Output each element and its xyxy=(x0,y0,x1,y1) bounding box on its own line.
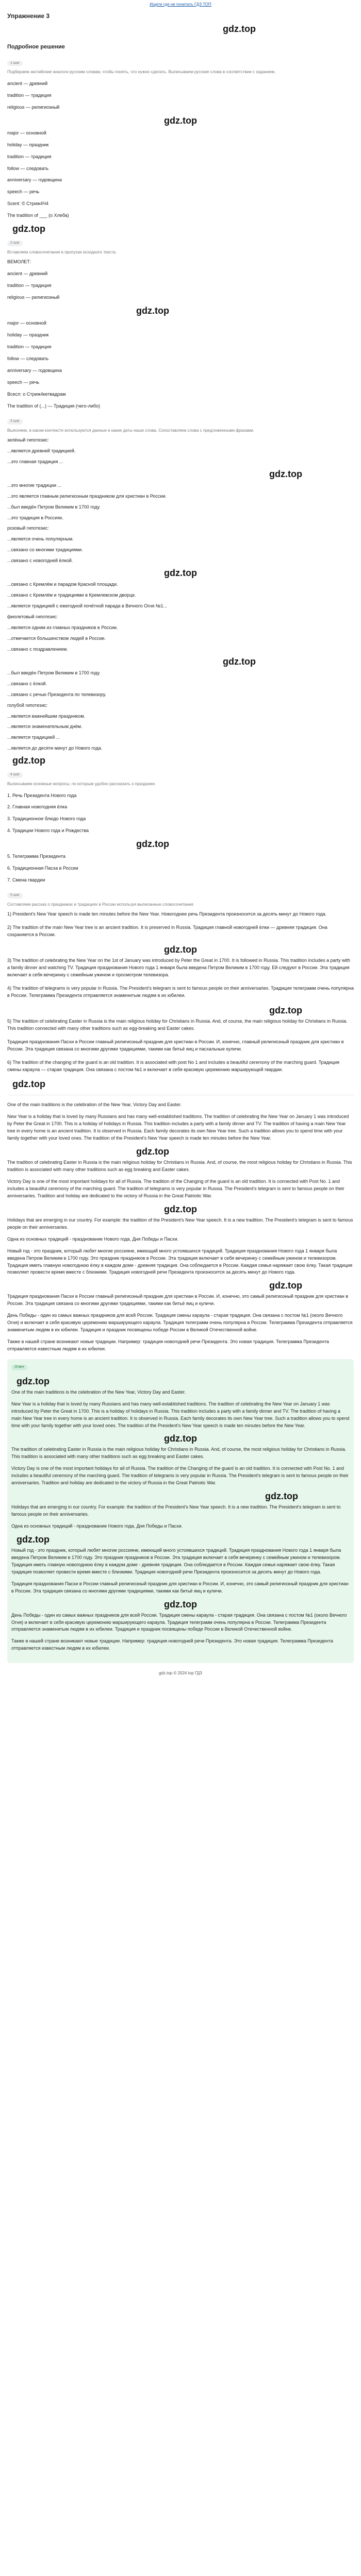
essay-paragraph: Одна из основных традиций - празднование Нового года, Дня Победы и Пасхи. xyxy=(7,1236,179,1242)
watermark: gdz.top xyxy=(164,1599,197,1609)
story-paragraph: 4) The tradition of telegrams is very popular in Russia. The President's telegram is sent to famous people on their anniversaries. Традиция телеграмм очень популярна в России. Телеграмма Президента отправляется знаменитым людям в их юбилеи. xyxy=(7,985,354,998)
group-line: ...является знаменательным днём. xyxy=(7,724,83,730)
word-pair: tradition — традиция xyxy=(7,154,52,159)
story-paragraph: 2) The tradition of the main New Year tree is an ancient tradition. It is preserved in Russia. Традиция главной новогодней ёлки — древняя традиция. Она сохраняется в России. xyxy=(7,925,327,938)
group-heading: фиолетовый гипотезис: xyxy=(7,614,58,620)
watermark: gdz.top xyxy=(269,1005,302,1015)
watermark: gdz.top xyxy=(164,1433,197,1444)
step-note: Вставляем словосочетания в пропуски исходного текста. xyxy=(7,250,117,255)
group-line: ...это традиция в Россиях. xyxy=(7,515,64,520)
group-line: ...является древней традицией. xyxy=(7,448,76,453)
group-line: ...это является главным религиозным праздником для христиан в России. xyxy=(7,493,167,499)
watermark: gdz.top xyxy=(269,1280,302,1291)
step-line: religious — религиозный xyxy=(7,295,60,300)
promo-bar xyxy=(0,0,361,9)
group-line: ...является важнейшим праздником. xyxy=(7,713,86,719)
word-pairs xyxy=(7,80,354,219)
word-pair: follow — следовать xyxy=(7,165,49,171)
content xyxy=(0,9,361,1666)
word-pair: religious — религиозный xyxy=(7,104,60,110)
word-pair: Scent: © Стриж4Ч4 xyxy=(7,201,48,207)
word-pair: major — основной xyxy=(7,130,46,135)
group-line: ...связано с поздравлением. xyxy=(7,646,68,652)
essay-paragraph: Новый год - это праздник, который любят многие россияне, имеющий много устоявшихся традиций. Традиция празднования Нового года 1 января была введена Петром Великим в 1700 году. Это праздник праздников в России. Эта традиция включает в себя вечеринку с семейным ужином и телевизором. Традиция иметь главную новогоднюю ёлку в каждом доме - древняя традиция. Она соблюдается в России. Каждая семья наряжает свою ёлку. Такая традиция позволяет провести время вместе с близкими. Традиция новогодней речи Президента произносится за десять минут до Нового года. xyxy=(7,1248,353,1275)
group-heading: зелёный гипотезис: xyxy=(7,437,49,443)
watermark: gdz.top xyxy=(12,1079,45,1090)
watermark: gdz.top xyxy=(269,468,302,479)
step-line: major — основной xyxy=(7,320,46,326)
essay-paragraph: Victory Day is one of the most important holidays for all of Russia. The tradition of the Changing of the guard is an old tradition. It is connected with Post No. 1 and includes a beautiful ceremony of the marching guard. The tradition of telegrams is very popular in Russia. The President's telegram is sent to famous people on their anniversaries. Tradition and holiday are dedicated to the victory of Russia in the Great Patriotic War. xyxy=(7,1179,344,1198)
topic-item: 1. Речь Президента Нового года xyxy=(7,792,77,798)
step-badge: 1 шаг xyxy=(7,61,23,66)
watermark: gdz.top xyxy=(164,1204,197,1214)
story-paragraph: 6) The tradition of the changing of the guard is an old tradition. It is associated with post No 1 and includes a beautiful ceremony of the marching guard. Традиция смены караула — старая традиция. Она связана с постом №1 и включает в себя красивую церемонию марширующей гвардии. xyxy=(7,1059,340,1072)
promo-link[interactable]: Ищете где не почитать ГДЗ ТОП xyxy=(150,2,211,7)
footer xyxy=(0,1666,361,1680)
step-badge: 3 шаг xyxy=(7,419,23,425)
answer-paragraph: Традиция празднования Пасхи в России главный религиозный праздник для христиан в России. И, конечно, это самый религиозный праздник для христиан в России. Эта традиция связана со многими другими традициями, такими как битьё яиц и куличи. xyxy=(11,1581,349,1594)
group-line: ...был введён Петром Великим в 1700 году. xyxy=(7,670,101,675)
step-1 xyxy=(7,57,354,220)
group-line: ...связано с ёлкой. xyxy=(7,681,47,686)
step-badge: 5 шаг xyxy=(7,893,23,899)
group-line: ...отмечается большинством людей в России. xyxy=(7,635,106,641)
answer-paragraph: The tradition of celebrating Easter in Russia is the main religious holiday for Christians in Russia. And, of course, the most religious holiday for Christians in Russia. This tradition is associated with many other traditions such as egg breaking and Easter cakes. xyxy=(11,1447,347,1460)
group-line: ...является традицией с ежегодной почётной парада в Вечного Огня №1... xyxy=(7,603,168,609)
essay-paragraph: The tradition of celebrating Easter in Russia is the main religious holiday for Christians in Russia. And, of course, the most religious holiday for Christians in Russia. This tradition is associated with many other traditions such as egg breaking and Easter cakes. xyxy=(7,1160,352,1173)
answer-paragraph: Одна из основных традиций - празднование Нового года, Дня Победы и Пасхи. xyxy=(11,1523,183,1529)
topic-item: 5. Телеграмма Президента xyxy=(7,854,65,859)
topic-item: 2. Главная новогодняя ёлка xyxy=(7,804,68,810)
topic-item: 7. Смена гвардии xyxy=(7,877,45,883)
answer-paragraph: День Победы - один из самых важных праздников для всей России. Традиция смены караула - старая традиция. Она связана с постом №1 (около Вечного Огня) и включает в себя красивую церемонию марширующего караула. Традиция телеграмм очень популярна в России. Телеграмма Президента отправляется знаменитым людям в их юбилеи. Традиция и праздник посвящены победе России в Великой Отечественной войне. xyxy=(11,1612,347,1632)
topic-item: 4. Традиции Нового года и Рождества xyxy=(7,828,89,834)
group-line: ...является традицией ... xyxy=(7,735,60,740)
watermark: gdz.top xyxy=(164,944,197,955)
story-paragraph: 1) President's New Year speech is made ten minutes before the New Year. Новогоднее речь Президента произносится за десять минут до Нового года. xyxy=(7,911,326,917)
answer-paragraph: New Year is a holiday that is loved by many Russians and has many well-established traditions. The tradition of celebrating the New Year on January 1 was introduced by Peter the Great in 1700. This is a holiday of holidays in Russia. This tradition includes a party with a family dinner and TV. The tradition of having a main New Year tree in every home is an ancient tradition. It is observed in Russia. Each family decorates its own New Year tree. Such a tradition allows you to spend time with your family together with your loved ones. The tradition of the President's New Year speech is made ten minutes before the New Year. xyxy=(11,1401,350,1428)
page-title: Упражнение 3 xyxy=(7,12,50,20)
group-line: ...это многие традиции ... xyxy=(7,482,62,488)
essay-paragraph: Традиция празднования Пасхи в России главный религиозный праздник для христиан в России. И, конечно, это самый религиозный праздник для христиан в России. Эта традиция связана со многими другими традициями, такими как битьё яиц и куличи. xyxy=(7,1294,349,1307)
step-2 xyxy=(7,236,354,410)
word-pair: ancient — древний xyxy=(7,80,48,86)
watermark: gdz.top xyxy=(265,1491,298,1502)
step-note: Составляем рассказ о праздниках и традициях в России используя выписанные словосочетания. xyxy=(7,902,195,907)
watermark: gdz.top xyxy=(136,839,169,850)
watermark: gdz.top xyxy=(136,1146,169,1157)
essay-paragraph: New Year is a holiday that is loved by many Russians and has many well-established traditions. The tradition of celebrating the New Year on January 1 was introduced by Peter the Great in 1700. This is a holiday of holidays in Russia. This tradition includes a party with a family dinner and TV. The tradition of having a main New Year tree in every home is an ancient tradition. It is observed in Russia. Each family decorates its own New Year tree. Such a tradition allows you to spend time with your family together with your loved ones. The tradition of the President's New Year speech is made ten minutes before the New Year. xyxy=(7,1114,349,1141)
answer-paragraph: Также в нашей стране возникают новые традиции. Например: традиция новогодней речи Президента. Это новая традиция. Телеграмма Президента отправляется известным людям в их юбилеи. xyxy=(11,1638,333,1651)
step-line: ancient — древний xyxy=(7,271,48,277)
topic-list xyxy=(7,792,354,885)
group-heading: розовый гипотезис: xyxy=(7,526,49,531)
group-line: ...был введён Петром Великим в 1700 году. xyxy=(7,504,101,510)
step-line: tradition — традиция xyxy=(7,344,52,350)
watermark: gdz.top xyxy=(164,568,197,579)
word-pair: tradition — традиция xyxy=(7,92,52,98)
story-paragraph: Традиция празднования Пасхи в России главный религиозный праздник для христиан в России. И, конечно, главный религиозный праздник для христиан в России. Эта традиция связана со многими другими традициями, такими как битьё яиц и пасхальные куличи. xyxy=(7,1039,344,1052)
step-3 xyxy=(7,415,354,753)
step-6 xyxy=(7,1101,354,1353)
answer-badge: Ответ xyxy=(11,1365,27,1370)
step-line: speech — речь xyxy=(7,379,40,385)
essay-paragraph: Также в нашей стране возникают новые традиции. Например: традиция новогодней речи Президента. Это новая традиция. Телеграмма Президента отправляется известным людям в их юбилеи. xyxy=(7,1339,329,1351)
word-pair: speech — речь xyxy=(7,189,40,195)
group-line: ...связано с Кремлём и парадом Красной площади. xyxy=(7,582,118,587)
essay-paragraph: Holidays that are emerging in our country. For example: the tradition of the President's New Year speech. It is a new tradition. The President's telegram is sent to famous people on their anniversaries. xyxy=(7,1217,353,1230)
watermark: gdz.top xyxy=(17,1376,50,1386)
step-line: anniversary — годовщина xyxy=(7,367,62,373)
watermark: gdz.top xyxy=(17,1534,50,1545)
group-line: ...связано со многими традициями. xyxy=(7,547,83,553)
group-line: ...связано с речью Президента по телевизору. xyxy=(7,691,106,697)
solution-title: Подробное решение xyxy=(7,43,65,50)
step-note: Выясняем, в каком контексте используются данные и какие даты наши слова. Сопоставляем слова с предложенными фразами. xyxy=(7,428,254,433)
word-pair: anniversary — годовщина xyxy=(7,177,62,183)
story-paragraph: 5) The tradition of celebrating Easter in Russia is the main religious holiday for Christians in Russia. And, of course, the main religious holiday for Christians in Russia. This tradition connected with many other traditions such as egg-breaking and Easter cakes. xyxy=(7,1018,348,1031)
answer-paragraph: Victory Day is one of the most important holidays for all of Russia. The tradition of the Changing of the guard is an old tradition. It is connected with Post No. 1 and includes a beautiful ceremony of the marching guard. The tradition of telegrams is very popular in Russia. The President's telegram is sent to famous people on their anniversaries. Tradition and holiday are dedicated to the victory of Russia in the Great Patriotic War. xyxy=(11,1466,349,1486)
step-line: tradition — традиция xyxy=(7,283,52,289)
word-pair: holiday — праздник xyxy=(7,142,49,147)
group-line: ...является одним из главных праздников в России. xyxy=(7,624,118,630)
answer-paragraph: One of the main traditions is the celebration of the New Year, Victory Day and Easter. xyxy=(11,1389,186,1395)
watermark: gdz.top xyxy=(12,224,45,234)
step-note: Выписываем основные вопросы, по которым удобно рассказать о празднике. xyxy=(7,782,156,787)
step-lines xyxy=(7,270,354,410)
group-line: ...связано с Кремлём и традициями в Кремлевском дворце. xyxy=(7,592,136,598)
watermark: gdz.top xyxy=(164,115,197,126)
step-heading: ВЕМОЛЕТ: xyxy=(7,259,31,265)
footer-link[interactable]: gdz.top © 2024 top ГДЗ xyxy=(159,1671,202,1676)
step-line: The tradition of (...) — Традиция (чего-либо) xyxy=(7,403,101,409)
step-line: holiday — праздник xyxy=(7,332,49,338)
watermark: gdz.top xyxy=(223,23,256,34)
group-line: ...является до десяти минут до Нового года. xyxy=(7,745,103,751)
answer-box xyxy=(7,1359,354,1663)
watermark: gdz.top xyxy=(223,656,256,667)
step-4 xyxy=(7,768,354,884)
step-line: follow — следовать xyxy=(7,355,49,361)
topic-item: 6. Традиционная Пасха в России xyxy=(7,866,78,871)
watermark: gdz.top xyxy=(136,306,169,316)
step-badge: 2 шаг xyxy=(7,241,23,246)
step-line: Всесл: о Стриж4кетвадрам xyxy=(7,391,66,397)
step-5 xyxy=(7,889,354,1073)
answer-paragraph: Новый год - это праздник, который любят многие россияне, имеющий много устоявшихся традиций. Традиция празднования Нового года 1 января была введена Петром Великим в 1700 году. Это праздник праздников в России. Эта традиция включает в себя вечеринку с семейным ужином и телевизором. Традиция иметь главную новогоднюю ёлку в каждом доме - древняя традиция. Она соблюдается в России. Каждая семья наряжает свою ёлку. Такая традиция позволяет провести время вместе с близкими. Традиция новогодней речи Президента произносится за десять минут до Нового года. xyxy=(11,1547,341,1574)
essay-paragraph: One of the main traditions is the celebration of the New Year, Victory Day and Easter. xyxy=(7,1102,182,1108)
group-line: ...это главная традиция ... xyxy=(7,459,63,464)
answer-paragraph: Holidays that are emerging in our country. For example: the tradition of the President's New Year speech. It is a new tradition. The President's telegram is sent to famous people on their anniversaries. xyxy=(11,1504,341,1517)
step-note: Подбираем английские аналоги русским словам, чтобы понять, что нужно сделать. Выписываем русские слова в соответствии с заданием. xyxy=(7,70,276,75)
watermark: gdz.top xyxy=(12,755,45,766)
essay-paragraph: День Победы - один из самых важных праздников для всей России. Традиция смены караула - старая традиция. Она связана с постом №1 (около Вечного Огня) и включает в себя красивую церемонию марширующего караула. Традиция телеграмм очень популярна в России. Телеграмма Президента отправляется знаменитым людям в их юбилеи. Традиция и праздник посвящены победе России в Великой Отечественной войне. xyxy=(7,1313,353,1333)
group-heading: голубой гипотезис: xyxy=(7,702,48,708)
topic-item: 3. Традиционное блюдо Нового года xyxy=(7,816,86,822)
step-badge: 4 шаг xyxy=(7,772,23,778)
word-pair: The tradition of ___ (о Хлеба) xyxy=(7,213,69,218)
story-paragraph: 3) The tradition of celebrating the New Year on the 1st of January was introduced by Peter the Great in 1700. It is followed in Russia. This tradition includes a party with a family dinner and watching TV. Традиция празднования Нового года 1 января была введена Петром Великим в 1700 году. Ей следуют в России. Эта традиция включает в себя вечеринку с семейным ужином и просмотром телевизора. xyxy=(7,958,351,977)
group-line: ...является очень популярным. xyxy=(7,536,74,542)
group-line: ...связано с новогодней ёлкой. xyxy=(7,558,73,564)
